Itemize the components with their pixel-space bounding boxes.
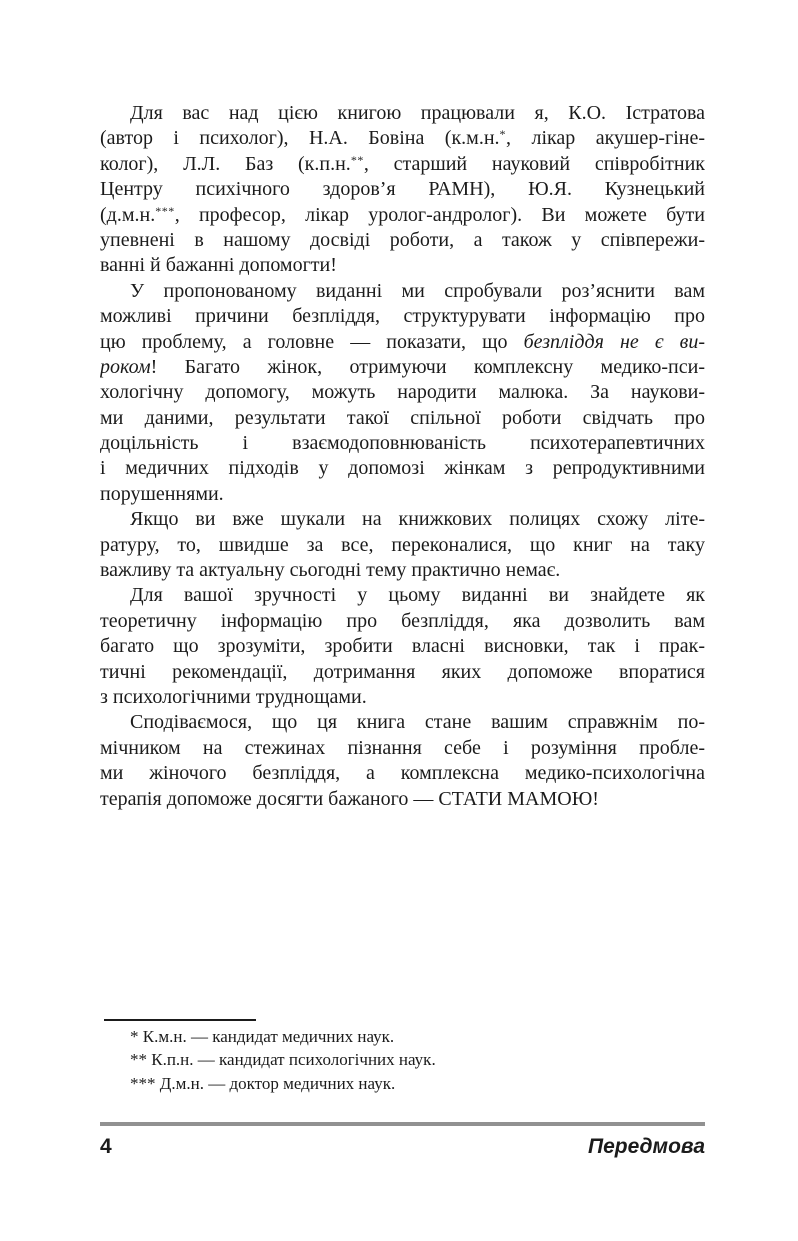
preface-body [100,101,705,812]
text-line: ми жіночого безпліддя, а комплексна медико-психологічна [100,762,705,785]
page-footer [100,1135,705,1159]
paragraph [100,583,705,710]
footnote-marker: ** [350,152,364,167]
text-line: багато що зрозуміти, зробити власні висновки, так і прак- [100,635,705,658]
text-line: теоретичну інформацію про безпліддя, яка дозволить вам [100,609,705,632]
text-line: Центру психічного здоров’я РАМН), Ю.Я. Кузнецький [100,178,705,201]
text-line: У пропонованому виданні ми спробували роз’яснити вам [130,279,705,302]
footer-rule [100,1122,705,1126]
text-line: упевнені в нашому досвіді роботи, а також у співпережи- [100,228,705,251]
footnote-marker: *** [155,203,175,218]
text-line: мічником на стежинах пізнання себе і розуміння пробле- [100,736,705,759]
text-line: можливі причини безпліддя, структурувати інформацію про [100,305,705,328]
text-line: цю проблему, а головне — показати, що безпліддя не є ви- [100,330,705,353]
text-line: ванні й бажанні допомогти! [100,254,337,277]
text-line: тичні рекомендації, дотримання яких допоможе впоратися [100,660,705,683]
text-line: Для вас над цією книгою працювали я, К.О. Істратова [130,102,705,124]
footnote-separator-rule [104,1019,256,1021]
footnote-item: * К.м.н. — кандидат медичних наук. [130,1027,395,1046]
text-line: доцільність і взаємодоповнюваність психотерапевтичних [100,432,705,455]
running-title: Передмова [588,1135,705,1158]
text-line: (д.м.н.***, професор, лікар уролог-андролог). Ви можете бути [100,203,705,226]
text-line: колог), Л.Л. Баз (к.п.н.**, старший науковий співробітник [100,152,705,175]
footnotes-section [100,1019,705,1095]
text-line: і медичних підходів у допомозі жінкам з репродуктивними [100,457,705,480]
footnote-item: ** К.п.н. — кандидат психологічних наук. [130,1050,436,1070]
text-line: Сподіваємося, що ця книга стане вашим справжнім по- [130,711,705,734]
text-line: важливу та актуальну сьогодні тему практично немає. [100,559,561,582]
paragraph [100,710,705,812]
text-line: (автор і психолог), Н.А. Бовіна (к.м.н.*, лікар акушер-гіне- [100,127,705,150]
text-line: Для вашої зручності у цьому виданні ви знайдете як [130,584,705,607]
text-line: порушеннями. [100,482,224,505]
paragraph [100,101,705,279]
text-line: роком! Багато жінок, отримуючи комплексну медико-пси- [100,355,705,378]
footnote-list [100,1025,705,1095]
page-number: 4 [100,1135,112,1158]
text-line: Якщо ви вже шукали на книжкових полицях схожу літе- [130,508,705,531]
footnote-item: *** Д.м.н. — доктор медичних наук. [130,1073,396,1093]
footnote-marker: * [499,127,507,142]
text-line: ратуру, то, швидше за все, переконалися, що книг на таку [100,533,705,556]
paragraph [100,507,705,583]
text-line: ми даними, результати такої спільної роботи свідчать про [100,406,705,429]
text-line: хологічну допомогу, можуть народити малюка. За наукови- [100,381,705,404]
text-line: терапія допоможе досягти бажаного — СТАТИ МАМОЮ! [100,787,599,810]
paragraph [100,279,705,508]
text-line: з психологічними труднощами. [100,685,367,708]
